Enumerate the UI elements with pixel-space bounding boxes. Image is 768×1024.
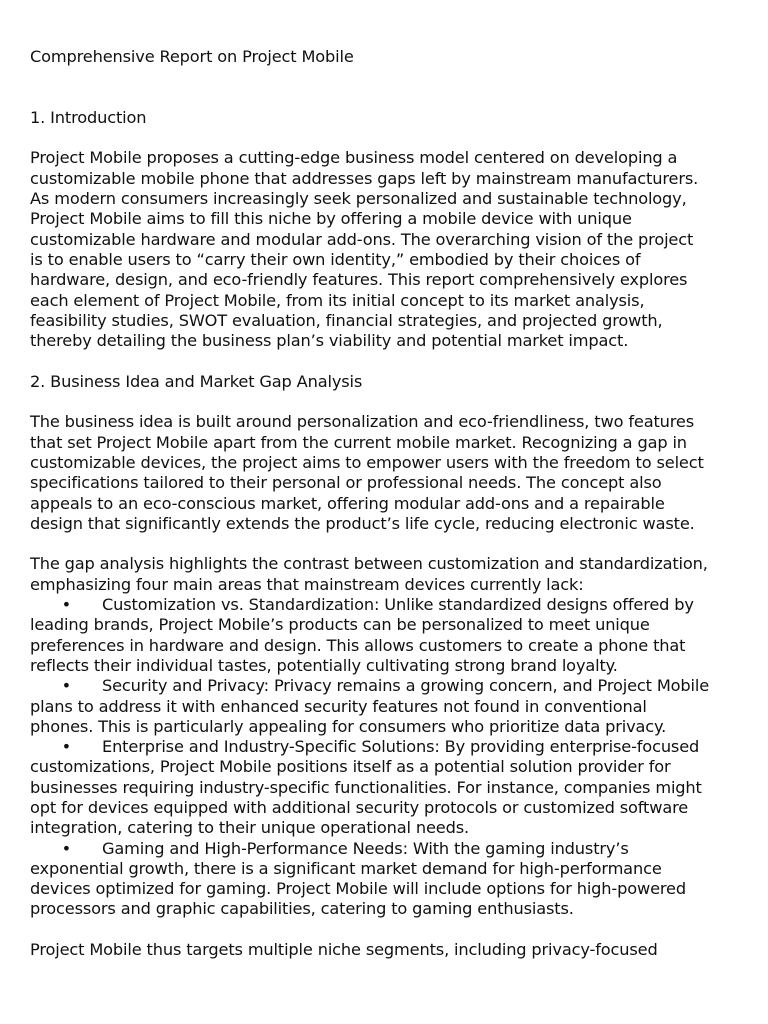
gap-analysis-bullet-list	[30, 595, 746, 920]
text-line: Project Mobile proposes a cutting-edge business model centered on developing a	[30, 148, 678, 168]
text-line: The business idea is built around personalization and eco-friendliness, two features	[30, 412, 695, 432]
text-line: that set Project Mobile apart from the current mobile market. Recognizing a gap in	[30, 432, 687, 452]
text-line: thereby detailing the business plan’s viability and potential market impact.	[30, 331, 629, 351]
text-line: Security and Privacy: Privacy remains a growing concern, and Project Mobile	[102, 676, 710, 696]
list-item	[30, 676, 746, 737]
list-item	[30, 595, 746, 676]
text-line: feasibility studies, SWOT evaluation, financial strategies, and projected growth,	[30, 310, 663, 330]
closing-text-line: Project Mobile thus targets multiple niche segments, including privacy-focused	[30, 940, 658, 960]
text-line: As modern consumers increasingly seek personalized and sustainable technology,	[30, 189, 687, 209]
text-line: plans to address it with enhanced security features not found in conventional	[30, 696, 647, 716]
text-line: processors and graphic capabilities, catering to gaming enthusiasts.	[30, 899, 574, 919]
text-line: phones. This is particularly appealing for consumers who prioritize data privacy.	[30, 716, 667, 736]
introduction-paragraph	[30, 148, 746, 351]
list-item	[30, 737, 746, 838]
text-line: The gap analysis highlights the contrast between customization and standardization,	[30, 554, 708, 574]
text-line: hardware, design, and eco-friendly features. This report comprehensively explores	[30, 270, 688, 290]
list-item	[30, 839, 746, 920]
bullet-icon: •	[61, 595, 71, 615]
business-idea-paragraph	[30, 412, 746, 534]
text-line: customizations, Project Mobile positions itself as a potential solution provider for	[30, 757, 671, 777]
text-line: leading brands, Project Mobile’s products can be personalized to meet unique	[30, 615, 650, 635]
text-line: design that significantly extends the product’s life cycle, reducing electronic waste.	[30, 513, 695, 533]
text-line: Project Mobile aims to fill this niche by offering a mobile device with unique	[30, 209, 632, 229]
text-line: each element of Project Mobile, from its initial concept to its market analysis,	[30, 290, 645, 310]
text-line: Enterprise and Industry-Specific Solutions: By providing enterprise-focused	[102, 737, 700, 757]
text-line: appeals to an eco-conscious market, offering modular add-ons and a repairable	[30, 493, 665, 513]
text-line: exponential growth, there is a significant market demand for high-performance	[30, 858, 662, 878]
text-line: is to enable users to “carry their own identity,” embodied by their choices of	[30, 249, 641, 269]
document-title: Comprehensive Report on Project Mobile	[30, 47, 354, 66]
text-line: Customization vs. Standardization: Unlike standardized designs offered by	[102, 595, 694, 615]
text-line: businesses requiring industry-specific functionalities. For instance, companies might	[30, 777, 702, 797]
text-line: specifications tailored to their personal or professional needs. The concept also	[30, 473, 662, 493]
text-line: Gaming and High-Performance Needs: With the gaming industry’s	[102, 838, 629, 858]
text-line: customizable hardware and modular add-ons. The overarching vision of the project	[30, 229, 694, 249]
section-heading-introduction: 1. Introduction	[30, 107, 147, 127]
text-line: preferences in hardware and design. This allows customers to create a phone that	[30, 635, 686, 655]
text-line: customizable devices, the project aims to empower users with the freedom to select	[30, 452, 704, 472]
section-heading-business-idea: 2. Business Idea and Market Gap Analysis	[30, 371, 363, 391]
text-line: devices optimized for gaming. Project Mobile will include options for high-powered	[30, 879, 686, 899]
document-page	[30, 47, 746, 960]
text-line: customizable mobile phone that addresses gaps left by mainstream manufacturers.	[30, 168, 699, 188]
bullet-icon: •	[61, 737, 71, 757]
gap-analysis-paragraph	[30, 554, 746, 595]
text-line: reflects their individual tastes, potentially cultivating strong brand loyalty.	[30, 655, 618, 675]
text-line: integration, catering to their unique operational needs.	[30, 818, 470, 838]
bullet-icon: •	[61, 676, 71, 696]
bullet-icon: •	[61, 838, 71, 858]
text-line: opt for devices equipped with additional security protocols or customized software	[30, 797, 689, 817]
text-line: emphasizing four main areas that mainstream devices currently lack:	[30, 574, 584, 594]
